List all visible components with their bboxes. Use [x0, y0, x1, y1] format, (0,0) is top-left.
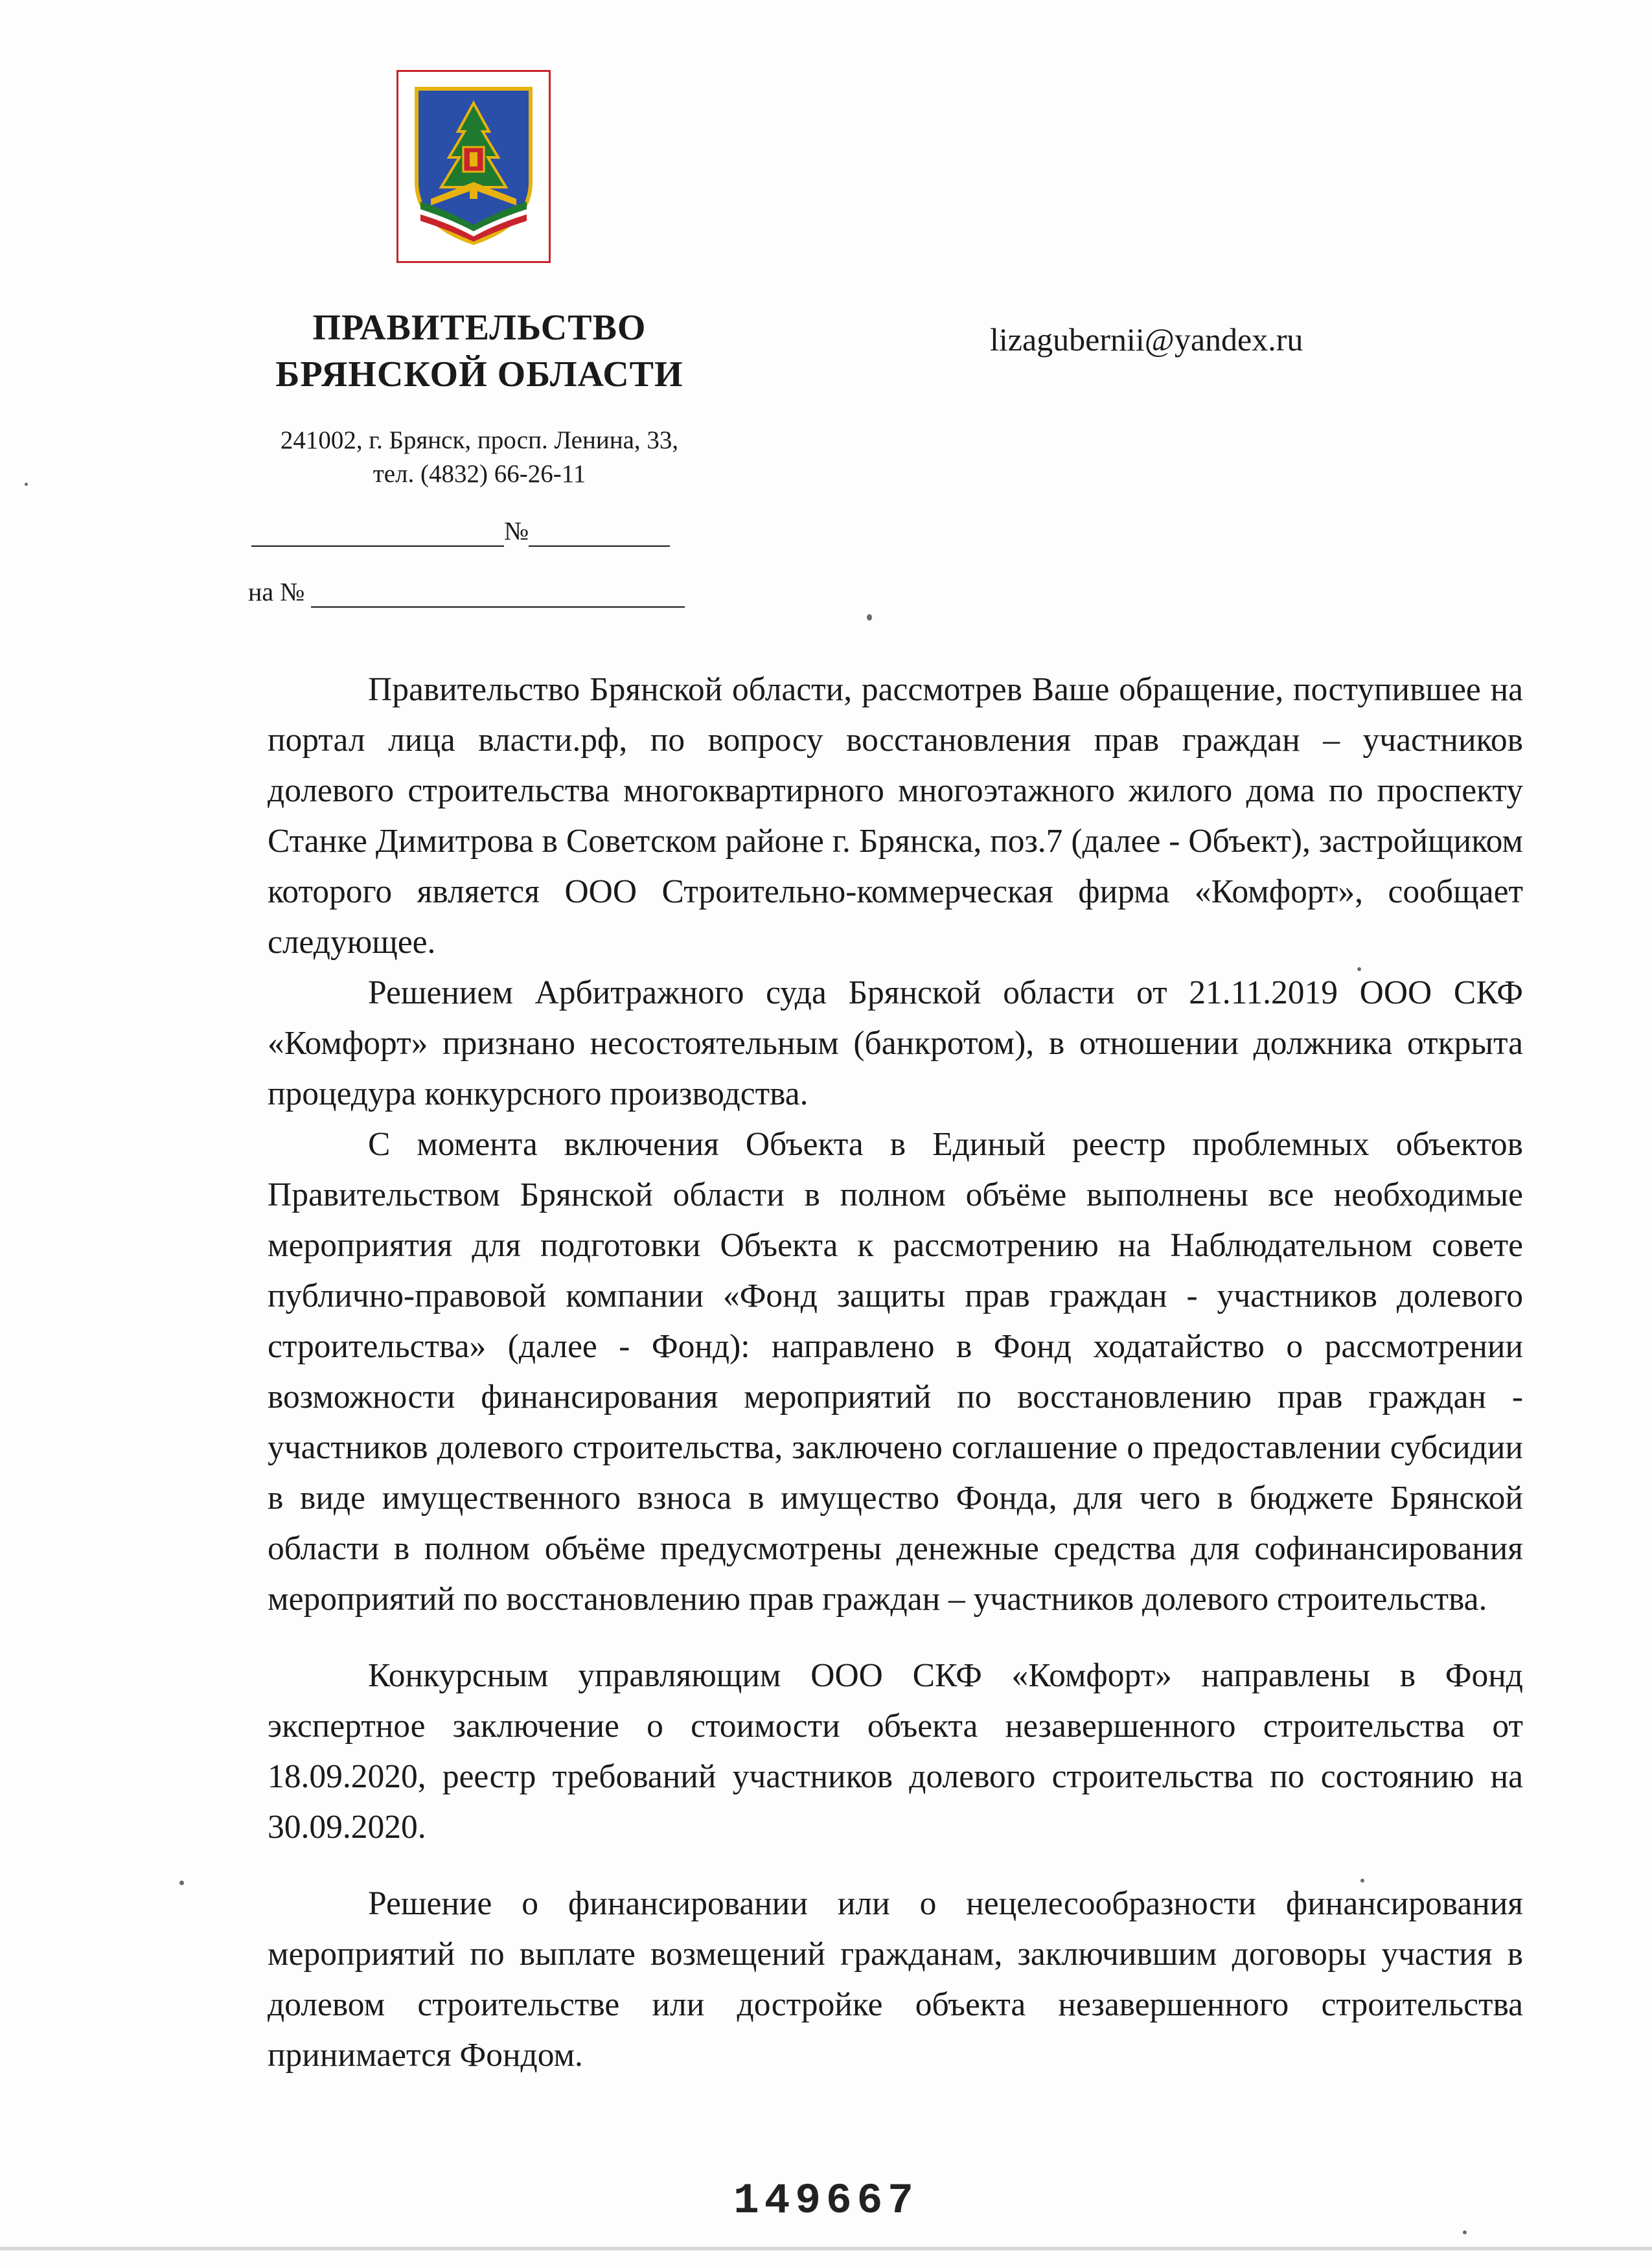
scan-speck: [25, 483, 28, 486]
coat-of-arms-frame: [396, 70, 551, 263]
reply-to-label: на №: [248, 577, 305, 606]
address-line1: 241002, г. Брянск, просп. Ленина, 33,: [280, 426, 679, 454]
bryansk-coat-of-arms-icon: [411, 85, 536, 247]
scan-speck: [867, 614, 872, 621]
scan-speck: [179, 1881, 184, 1885]
sender-block: [214, 304, 745, 491]
org-name-line2: БРЯНСКОЙ ОБЛАСТИ: [275, 354, 683, 395]
body-paragraph: Решением Арбитражного суда Брянской области от 21.11.2019 ООО СКФ «Комфорт» признано несостоятельным (банкротом), в отношении должника открыта процедура конкурсного производства.: [268, 974, 1523, 1112]
scan-edge: [0, 2247, 1652, 2251]
address-line2: тел. (4832) 66-26-11: [373, 460, 586, 488]
address-block: [214, 424, 745, 491]
outgoing-number-line: [251, 516, 670, 547]
reply-number-blank: [311, 580, 685, 608]
number-sign: №: [504, 516, 529, 545]
scan-speck: [1463, 2230, 1467, 2234]
number-blank: [529, 520, 670, 547]
letter-body: [268, 665, 1523, 2081]
body-paragraph: С момента включения Объекта в Единый реестр проблемных объектов Правительством Брянской области в полном объёме выполнены все необходимые мероприятия для подготовки Объекта к рассмотрению на Наблюдательном совете публично-правовой компании «Фонд защиты прав граждан - участников долевого строительства» (далее - Фонд): направлено в Фонд ходатайство о рассмотрении возможности финансирования мероприятий по восстановлению прав граждан - участников долевого строительства, заключено соглашение о предоставлении субсидии в виде имущественного взноса в имущество Фонда, для чего в бюджете Брянской области в полном объёме предусмотрены денежные средства для софинансирования мероприятий по восстановлению прав граждан – участников долевого строительства.: [268, 1126, 1523, 1618]
org-name-line1: ПРАВИТЕЛЬСТВО: [312, 308, 647, 348]
body-paragraph: Решение о финансировании или о нецелесообразности финансирования мероприятий по выплате возмещений гражданам, заключившим договоры участия в долевом строительстве или достройке объекта незавершенного строительства принимается Фондом.: [268, 1885, 1523, 2074]
reply-reference-line: [248, 577, 685, 608]
scan-speck: [1357, 967, 1361, 971]
date-blank: [251, 520, 504, 547]
scan-speck: [1360, 1879, 1364, 1883]
body-paragraph: Правительство Брянской области, рассмотрев Ваше обращение, поступившее на портал лица власти.рф, по вопросу восстановления прав граждан – участников долевого строительства многоквартирного многоэтажного жилого дома по проспекту Станке Димитрова в Советском районе г. Брянска, поз.7 (далее - Объект), застройщиком которого является ООО Строительно-коммерческая фирма «Комфорт», сообщает следующее.: [268, 671, 1523, 961]
body-paragraph: Конкурсным управляющим ООО СКФ «Комфорт» направлены в Фонд экспертное заключение о стоимости объекта незавершенного строительства от 18.09.2020, реестр требований участников долевого строительства по состоянию на 30.09.2020.: [268, 1657, 1523, 1846]
document-number-stamp: 149667: [733, 2177, 919, 2225]
recipient-email: lizagubernii@yandex.ru: [990, 321, 1303, 358]
